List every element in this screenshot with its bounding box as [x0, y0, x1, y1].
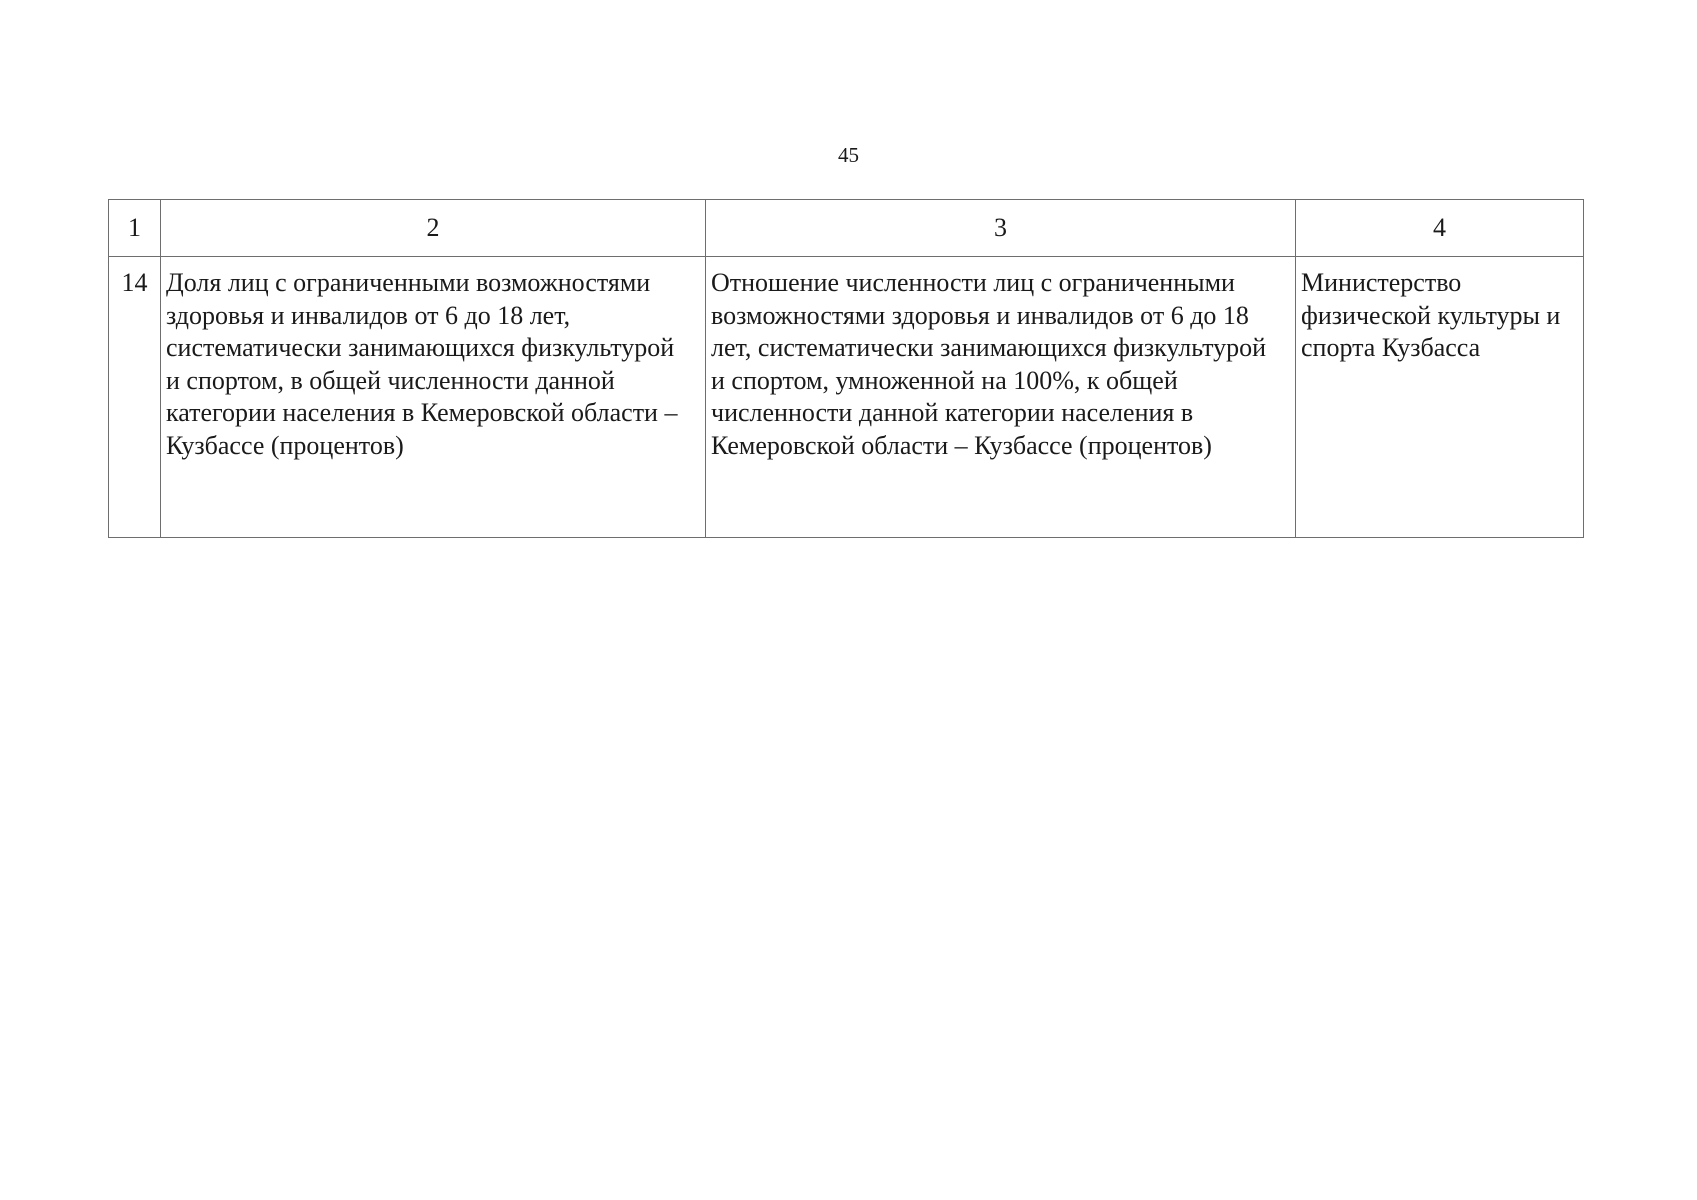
- column-number-header: 2: [161, 200, 706, 257]
- responsible-body-cell: [1296, 257, 1584, 538]
- calculation-method-text: Отношение численности лиц с ограниченными возможностями здоровья и инвалидов от 6 до 18 лет, систематически занимающихся физкультурой и спортом, умноженной на 100%, к общей численности данной категории населения в Кемеровской области – Кузбассе (процентов): [711, 268, 1267, 460]
- column-number-header: 3: [706, 200, 1296, 257]
- responsible-body-text: Министерство физической культуры и спорта Кузбасса: [1301, 268, 1561, 362]
- column-number-header: 1: [109, 200, 161, 257]
- row-number-cell: 14: [109, 257, 161, 538]
- indicators-table: [108, 199, 1584, 538]
- column-number-header: 4: [1296, 200, 1584, 257]
- indicator-name-cell: [161, 257, 706, 538]
- calculation-method-cell: [706, 257, 1296, 538]
- table-header-row: [109, 200, 1584, 257]
- indicator-name-text: Доля лиц с ограниченными возможностями здоровья и инвалидов от 6 до 18 лет, систематически занимающихся физкультурой и спортом, в общей численности данной категории населения в Кемеровской области – Кузбассе (процентов): [166, 268, 678, 460]
- page-number: 45: [838, 143, 859, 167]
- table-row: [109, 257, 1584, 538]
